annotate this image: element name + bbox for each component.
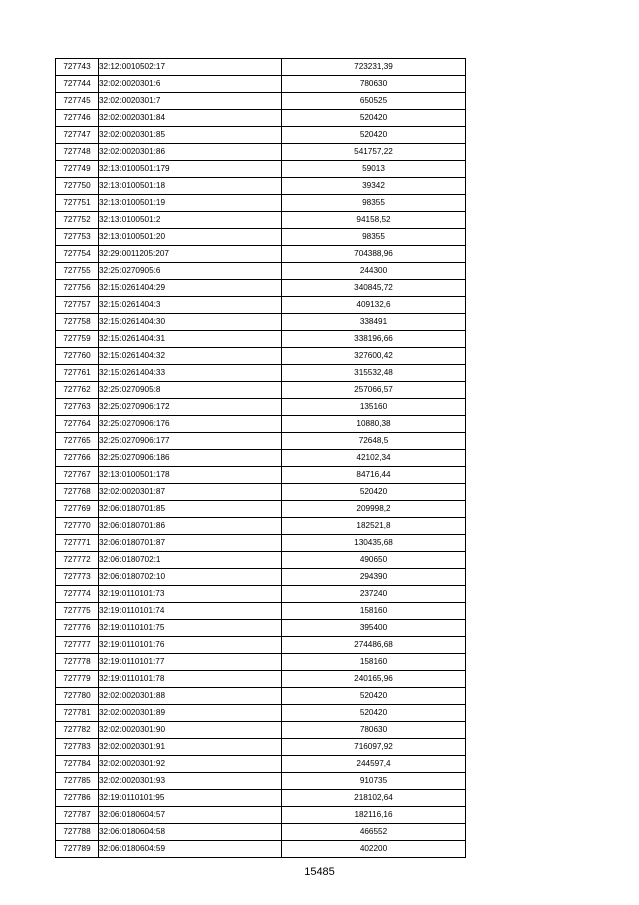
table-row [56, 365, 466, 382]
cadastral-number-cell: 32:13:0100501:18 [99, 178, 282, 195]
cadastral-number-cell: 32:12:0010502:17 [99, 59, 282, 76]
value-cell: 240165,96 [282, 671, 466, 688]
cadastral-number-cell: 32:02:0020301:87 [99, 484, 282, 501]
cadastral-number-cell: 32:19:0110101:78 [99, 671, 282, 688]
row-number-cell: 727754 [56, 246, 99, 263]
table-row [56, 824, 466, 841]
cadastral-number-cell: 32:19:0110101:77 [99, 654, 282, 671]
row-number-cell: 727764 [56, 416, 99, 433]
table-row [56, 467, 466, 484]
value-cell: 135160 [282, 399, 466, 416]
row-number-cell: 727766 [56, 450, 99, 467]
value-cell: 520420 [282, 127, 466, 144]
table-row [56, 671, 466, 688]
value-cell: 650525 [282, 93, 466, 110]
cadastral-number-cell: 32:02:0020301:85 [99, 127, 282, 144]
value-cell: 244597,4 [282, 756, 466, 773]
value-cell: 182521,8 [282, 518, 466, 535]
row-number-cell: 727755 [56, 263, 99, 280]
row-number-cell: 727770 [56, 518, 99, 535]
value-cell: 244300 [282, 263, 466, 280]
table-row [56, 790, 466, 807]
cadastral-number-cell: 32:25:0270906:172 [99, 399, 282, 416]
row-number-cell: 727753 [56, 229, 99, 246]
cadastral-value-table [55, 58, 466, 858]
value-cell: 716097,92 [282, 739, 466, 756]
value-cell: 490650 [282, 552, 466, 569]
table-row [56, 807, 466, 824]
row-number-cell: 727787 [56, 807, 99, 824]
value-cell: 910735 [282, 773, 466, 790]
table-row [56, 382, 466, 399]
value-cell: 237240 [282, 586, 466, 603]
table-row [56, 331, 466, 348]
row-number-cell: 727760 [56, 348, 99, 365]
row-number-cell: 727757 [56, 297, 99, 314]
value-cell: 520420 [282, 484, 466, 501]
cadastral-number-cell: 32:15:0261404:32 [99, 348, 282, 365]
table-row [56, 212, 466, 229]
cadastral-number-cell: 32:15:0261404:33 [99, 365, 282, 382]
cadastral-number-cell: 32:19:0110101:74 [99, 603, 282, 620]
cadastral-number-cell: 32:06:0180702:10 [99, 569, 282, 586]
cadastral-number-cell: 32:13:0100501:178 [99, 467, 282, 484]
row-number-cell: 727777 [56, 637, 99, 654]
row-number-cell: 727765 [56, 433, 99, 450]
table-row [56, 654, 466, 671]
value-cell: 158160 [282, 603, 466, 620]
row-number-cell: 727762 [56, 382, 99, 399]
row-number-cell: 727745 [56, 93, 99, 110]
table-row [56, 161, 466, 178]
value-cell: 340845,72 [282, 280, 466, 297]
value-cell: 723231,39 [282, 59, 466, 76]
row-number-cell: 727774 [56, 586, 99, 603]
cadastral-number-cell: 32:06:0180604:57 [99, 807, 282, 824]
value-cell: 327600,42 [282, 348, 466, 365]
value-cell: 274486,68 [282, 637, 466, 654]
row-number-cell: 727786 [56, 790, 99, 807]
table-row [56, 127, 466, 144]
value-cell: 395400 [282, 620, 466, 637]
row-number-cell: 727768 [56, 484, 99, 501]
table-row [56, 603, 466, 620]
table-row [56, 484, 466, 501]
table-row [56, 841, 466, 858]
table-row [56, 59, 466, 76]
row-number-cell: 727743 [56, 59, 99, 76]
value-cell: 520420 [282, 688, 466, 705]
row-number-cell: 727785 [56, 773, 99, 790]
table-row [56, 76, 466, 93]
value-cell: 59013 [282, 161, 466, 178]
row-number-cell: 727744 [56, 76, 99, 93]
row-number-cell: 727758 [56, 314, 99, 331]
value-cell: 294390 [282, 569, 466, 586]
row-number-cell: 727751 [56, 195, 99, 212]
row-number-cell: 727776 [56, 620, 99, 637]
table-row [56, 535, 466, 552]
table-row [56, 195, 466, 212]
cadastral-number-cell: 32:15:0261404:31 [99, 331, 282, 348]
value-cell: 338196,66 [282, 331, 466, 348]
cadastral-number-cell: 32:02:0020301:88 [99, 688, 282, 705]
cadastral-number-cell: 32:25:0270906:177 [99, 433, 282, 450]
cadastral-number-cell: 32:06:0180604:58 [99, 824, 282, 841]
cadastral-number-cell: 32:29:0011205:207 [99, 246, 282, 263]
cadastral-number-cell: 32:19:0110101:76 [99, 637, 282, 654]
table-row [56, 110, 466, 127]
row-number-cell: 727771 [56, 535, 99, 552]
value-cell: 98355 [282, 195, 466, 212]
cadastral-number-cell: 32:02:0020301:86 [99, 144, 282, 161]
cadastral-number-cell: 32:15:0261404:29 [99, 280, 282, 297]
row-number-cell: 727789 [56, 841, 99, 858]
value-cell: 520420 [282, 110, 466, 127]
cadastral-number-cell: 32:25:0270905:8 [99, 382, 282, 399]
cadastral-number-cell: 32:13:0100501:20 [99, 229, 282, 246]
table-row [56, 722, 466, 739]
cadastral-number-cell: 32:02:0020301:84 [99, 110, 282, 127]
value-cell: 338491 [282, 314, 466, 331]
row-number-cell: 727761 [56, 365, 99, 382]
cadastral-number-cell: 32:25:0270906:186 [99, 450, 282, 467]
table-row [56, 569, 466, 586]
row-number-cell: 727763 [56, 399, 99, 416]
row-number-cell: 727750 [56, 178, 99, 195]
table-row [56, 314, 466, 331]
value-cell: 218102,64 [282, 790, 466, 807]
table-row [56, 297, 466, 314]
table-row [56, 773, 466, 790]
row-number-cell: 727779 [56, 671, 99, 688]
cadastral-number-cell: 32:15:0261404:3 [99, 297, 282, 314]
value-cell: 541757,22 [282, 144, 466, 161]
row-number-cell: 727781 [56, 705, 99, 722]
table-row [56, 93, 466, 110]
cadastral-number-cell: 32:25:0270905:6 [99, 263, 282, 280]
row-number-cell: 727783 [56, 739, 99, 756]
cadastral-number-cell: 32:19:0110101:75 [99, 620, 282, 637]
cadastral-number-cell: 32:02:0020301:92 [99, 756, 282, 773]
value-cell: 94158,52 [282, 212, 466, 229]
table-row [56, 178, 466, 195]
row-number-cell: 727769 [56, 501, 99, 518]
table-row [56, 756, 466, 773]
value-cell: 158160 [282, 654, 466, 671]
table-row [56, 586, 466, 603]
page-number: 15485 [304, 866, 335, 878]
row-number-cell: 727749 [56, 161, 99, 178]
row-number-cell: 727772 [56, 552, 99, 569]
row-number-cell: 727778 [56, 654, 99, 671]
cadastral-number-cell: 32:06:0180701:85 [99, 501, 282, 518]
cadastral-number-cell: 32:06:0180702:1 [99, 552, 282, 569]
cadastral-number-cell: 32:13:0100501:179 [99, 161, 282, 178]
cadastral-number-cell: 32:06:0180701:87 [99, 535, 282, 552]
value-cell: 409132,6 [282, 297, 466, 314]
table-row [56, 280, 466, 297]
value-cell: 42102,34 [282, 450, 466, 467]
table-row [56, 399, 466, 416]
table-row [56, 263, 466, 280]
table-body [56, 59, 466, 858]
cadastral-number-cell: 32:19:0110101:73 [99, 586, 282, 603]
table-row [56, 450, 466, 467]
row-number-cell: 727747 [56, 127, 99, 144]
value-cell: 130435,68 [282, 535, 466, 552]
row-number-cell: 727759 [56, 331, 99, 348]
table-row [56, 518, 466, 535]
row-number-cell: 727788 [56, 824, 99, 841]
cadastral-number-cell: 32:19:0110101:95 [99, 790, 282, 807]
value-cell: 780630 [282, 76, 466, 93]
value-cell: 402200 [282, 841, 466, 858]
row-number-cell: 727784 [56, 756, 99, 773]
value-cell: 39342 [282, 178, 466, 195]
cadastral-number-cell: 32:02:0020301:89 [99, 705, 282, 722]
table-row [56, 144, 466, 161]
row-number-cell: 727775 [56, 603, 99, 620]
cadastral-number-cell: 32:06:0180701:86 [99, 518, 282, 535]
table-row [56, 637, 466, 654]
value-cell: 84716,44 [282, 467, 466, 484]
table-row [56, 246, 466, 263]
cadastral-number-cell: 32:25:0270906:176 [99, 416, 282, 433]
value-cell: 72648,5 [282, 433, 466, 450]
table-row [56, 688, 466, 705]
value-cell: 780630 [282, 722, 466, 739]
value-cell: 520420 [282, 705, 466, 722]
value-cell: 257066,57 [282, 382, 466, 399]
row-number-cell: 727746 [56, 110, 99, 127]
cadastral-number-cell: 32:02:0020301:6 [99, 76, 282, 93]
cadastral-number-cell: 32:13:0100501:2 [99, 212, 282, 229]
table-row [56, 229, 466, 246]
cadastral-number-cell: 32:02:0020301:91 [99, 739, 282, 756]
table-row [56, 416, 466, 433]
cadastral-number-cell: 32:13:0100501:19 [99, 195, 282, 212]
row-number-cell: 727767 [56, 467, 99, 484]
cadastral-number-cell: 32:15:0261404:30 [99, 314, 282, 331]
value-cell: 98355 [282, 229, 466, 246]
table-row [56, 739, 466, 756]
cadastral-number-cell: 32:02:0020301:7 [99, 93, 282, 110]
table-row [56, 620, 466, 637]
row-number-cell: 727752 [56, 212, 99, 229]
value-cell: 704388,96 [282, 246, 466, 263]
cadastral-number-cell: 32:02:0020301:93 [99, 773, 282, 790]
table-row [56, 433, 466, 450]
table-row [56, 552, 466, 569]
table-row [56, 348, 466, 365]
row-number-cell: 727748 [56, 144, 99, 161]
value-cell: 466552 [282, 824, 466, 841]
value-cell: 209998,2 [282, 501, 466, 518]
row-number-cell: 727780 [56, 688, 99, 705]
table-row [56, 705, 466, 722]
cadastral-number-cell: 32:02:0020301:90 [99, 722, 282, 739]
cadastral-number-cell: 32:06:0180604:59 [99, 841, 282, 858]
row-number-cell: 727756 [56, 280, 99, 297]
value-cell: 182116,16 [282, 807, 466, 824]
value-cell: 10880,38 [282, 416, 466, 433]
table-row [56, 501, 466, 518]
value-cell: 315532,48 [282, 365, 466, 382]
row-number-cell: 727773 [56, 569, 99, 586]
row-number-cell: 727782 [56, 722, 99, 739]
